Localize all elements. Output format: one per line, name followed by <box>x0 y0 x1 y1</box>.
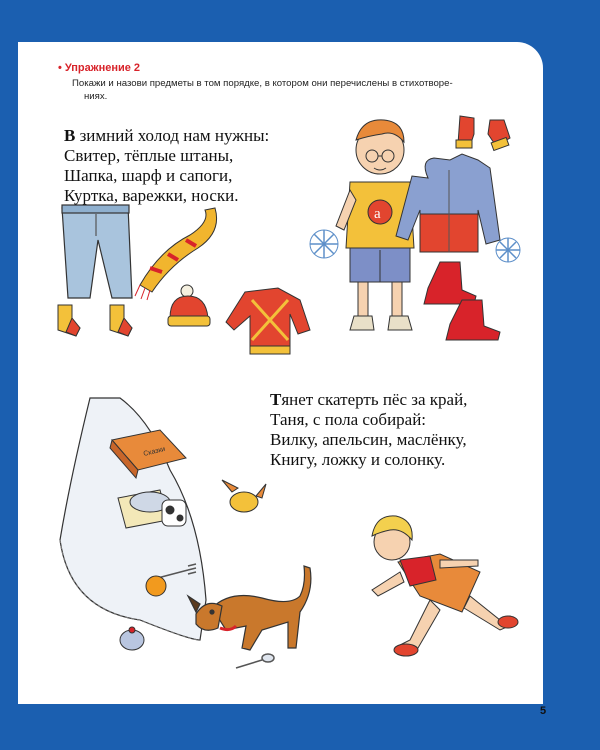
sugar-bowl-icon <box>120 627 144 650</box>
sweater-icon <box>226 288 310 354</box>
poem2-line-1-text: янет скатерть пёс за край, <box>281 390 468 409</box>
salt-shaker-icon <box>162 500 186 526</box>
socks-icon <box>58 305 132 336</box>
poem1-initial: В <box>64 126 76 145</box>
poem2-line-2: Таня, с пола собирай: <box>270 410 427 429</box>
book-cover-label: Сказки <box>142 445 167 458</box>
exercise-title-text: Упражнение 2 <box>64 62 141 74</box>
mittens-icon <box>456 116 510 150</box>
poem2-line-4: Книгу, ложку и солонку. <box>270 450 446 469</box>
dog-icon <box>188 566 311 650</box>
bird-icon <box>222 480 266 512</box>
shirt-letter: а <box>374 206 381 222</box>
spoon-icon <box>236 654 274 668</box>
poem2-line-3: Вилку, апельсин, маслёнку, <box>270 430 467 449</box>
girl-icon <box>372 516 518 656</box>
poem1-line-1-text: зимний холод нам нужны: <box>75 126 270 145</box>
poem1-line-4: Куртка, варежки, носки. <box>64 186 239 205</box>
scarf-icon <box>135 208 217 300</box>
bullet-icon: • <box>58 62 62 74</box>
hat-icon <box>168 285 210 326</box>
instruction-line-1: Покажи и назови предметы в том порядке, в котором они перечислены в стихотворе- <box>72 78 453 89</box>
boy-icon <box>336 120 434 330</box>
boots-icon <box>424 262 500 340</box>
orange-icon <box>146 576 166 596</box>
poem1-line-3: Шапка, шарф и сапоги, <box>64 166 233 185</box>
trousers-icon <box>62 205 132 298</box>
instruction-line-2: ниях. <box>84 90 108 102</box>
page-number: 5 <box>540 705 547 717</box>
poem2-initial: Т <box>270 390 282 409</box>
poem1-line-2: Свитер, тёплые штаны, <box>64 146 234 165</box>
